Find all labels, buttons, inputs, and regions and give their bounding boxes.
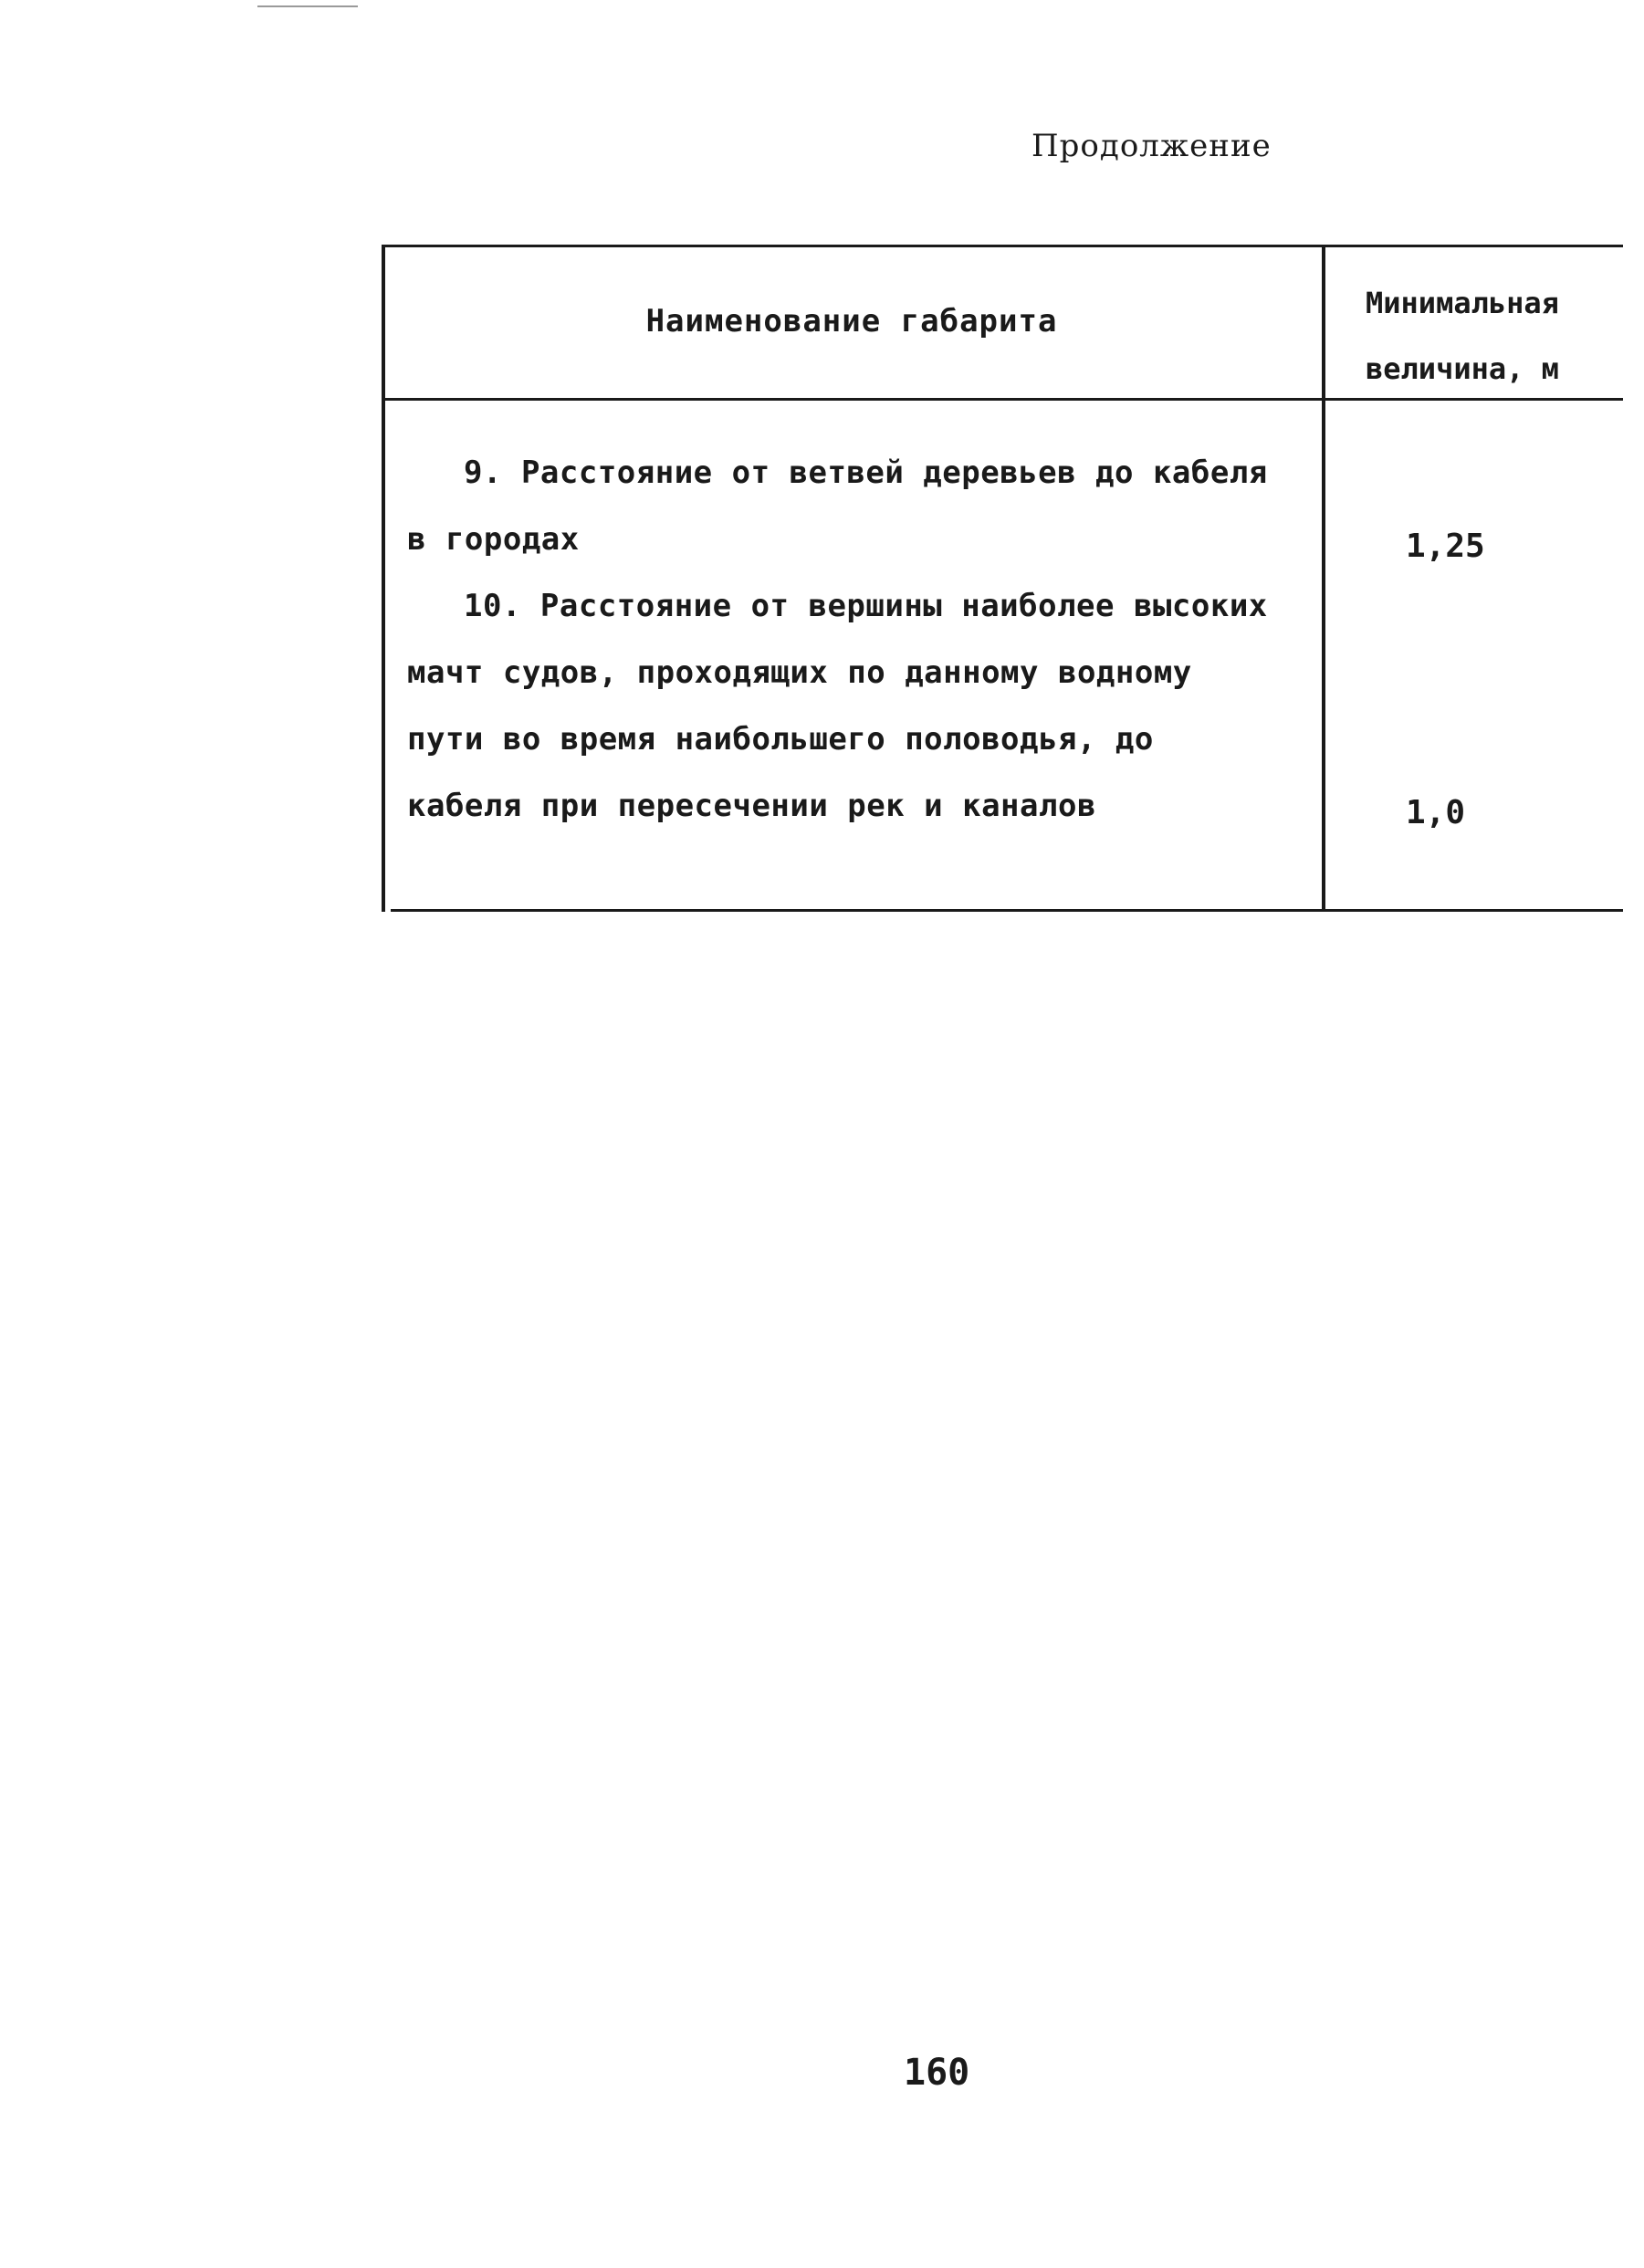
continuation-label: Продолжение (1031, 128, 1272, 164)
table-row-9-text (407, 440, 1320, 573)
table-column-divider (1322, 245, 1325, 912)
table-row-10-value: 1,0 (1406, 794, 1466, 831)
column-header-value-line-2: величина, м (1366, 351, 1559, 386)
table-row-9-value: 1,25 (1406, 528, 1485, 565)
row-10-line-2: мачт судов, проходящих по данному водному (407, 654, 1192, 691)
page-number: 160 (904, 2052, 970, 2094)
column-header-name (382, 245, 1322, 398)
row-10-line-3: пути во время наибольшего половодья, до (407, 721, 1154, 758)
clearance-table (382, 245, 1623, 911)
row-9-number: 9. (464, 455, 502, 491)
row-10-line-1: 10. Расстояние от вершины наиболее высоких (464, 588, 1268, 624)
row-10-number: 10. (464, 588, 521, 624)
column-header-name-text: Наименование габарита (645, 303, 1058, 340)
table-row-10-text (407, 573, 1320, 840)
column-header-value-line-1: Минимальная (1366, 286, 1559, 320)
row-10-line-4: кабеля при пересечении рек и каналов (407, 788, 1096, 824)
column-header-value (1366, 270, 1630, 402)
row-9-line-1: 9. Расстояние от ветвей деревьев до кабеля (464, 455, 1268, 491)
row-9-line-2: в городах (407, 521, 580, 558)
scan-artifact-line (257, 5, 358, 7)
table-bottom-border (391, 909, 1623, 912)
